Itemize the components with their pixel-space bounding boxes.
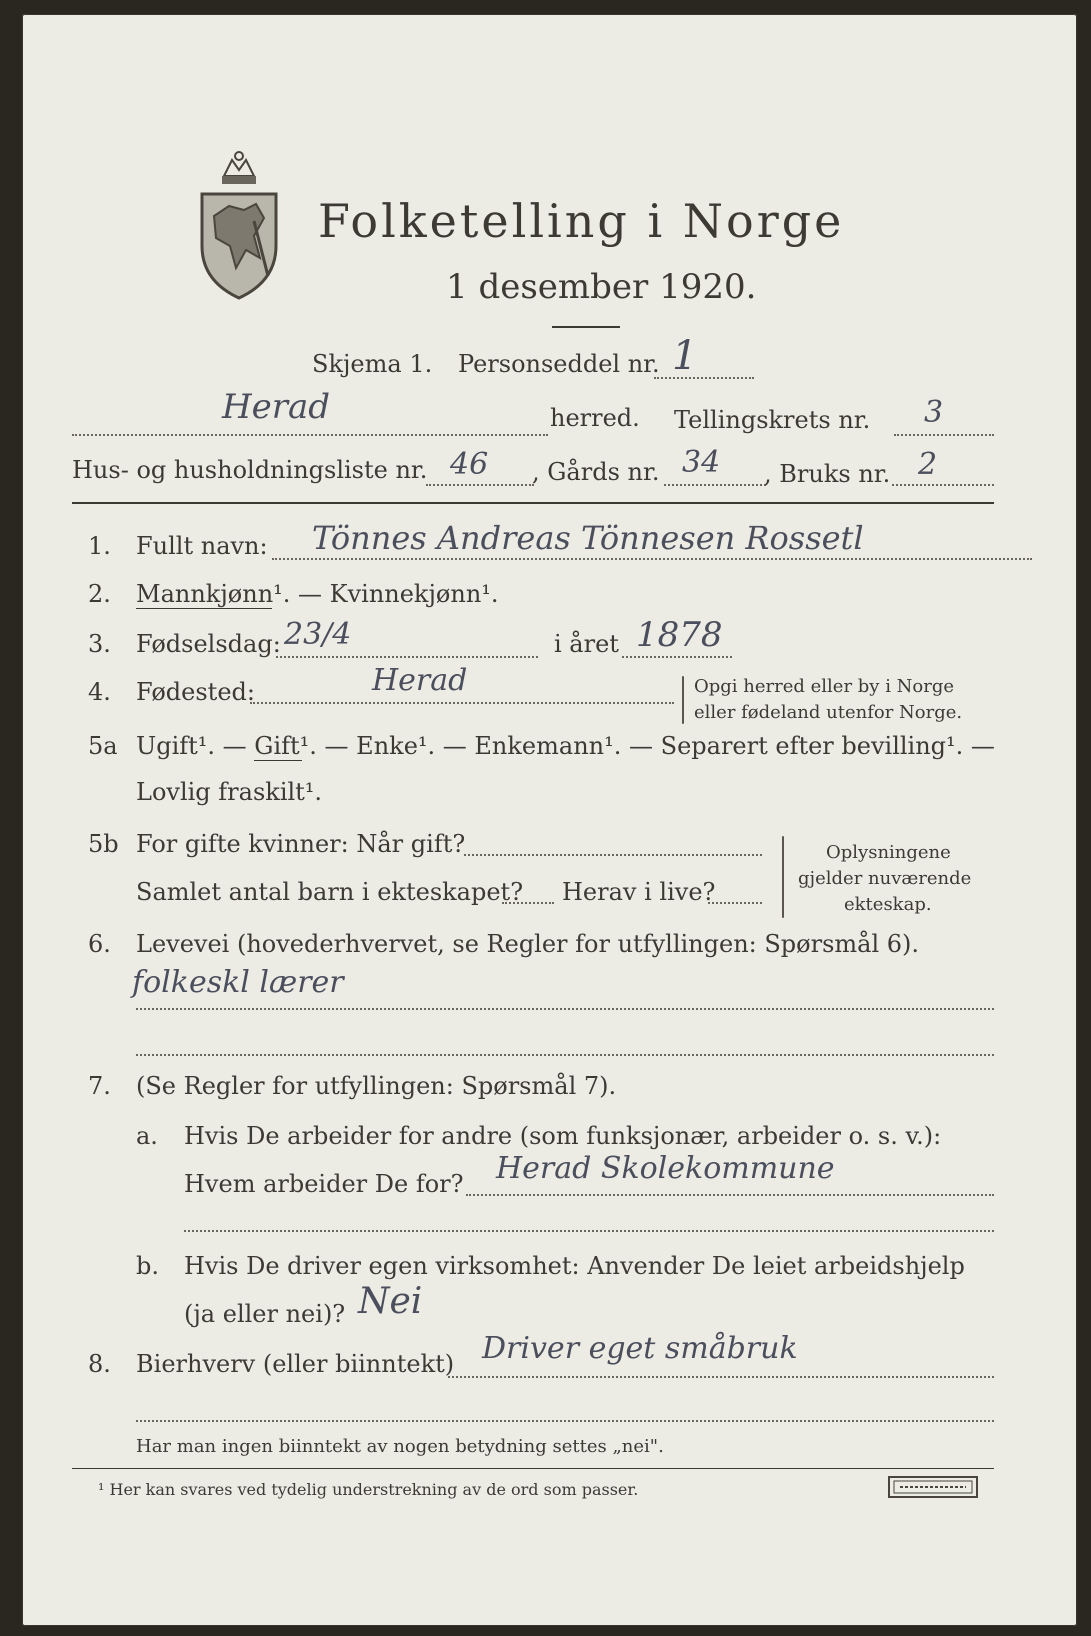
q3-label: Fødselsdag: [136,630,281,658]
title-divider [552,326,620,328]
q4-line [250,702,674,704]
q2-label: Mannkjønn¹. — Kvinnekjønn¹. [136,580,499,608]
bruks-label: , Bruks nr. [764,460,891,488]
personseddel-value: 1 [672,333,698,379]
tellingskrets-line [894,434,994,436]
q6-line1 [136,1008,994,1010]
q7a-label-employer: Hvem arbeider De for? [184,1170,464,1198]
schema-label: Skjema 1. [312,350,433,378]
q7b-label-yesno: (ja eller nei)? [184,1300,346,1328]
q5b-number: 5b [88,830,119,858]
q3-year-value: 1878 [636,615,723,655]
q3-year-line [622,656,732,658]
q7-label: (Se Regler for utfyllingen: Spørsmål 7). [136,1072,617,1100]
q6-line2 [136,1054,994,1056]
gards-line [664,484,766,486]
tellingskrets-value: 3 [924,395,944,430]
biinntekt-note: Har man ingen biinntekt av nogen betydning settes „nei". [136,1436,664,1457]
husliste-label: Hus- og husholdningsliste nr. [72,456,428,484]
q4-note-line2: eller fødeland utenfor Norge. [694,702,963,723]
q7a-value: Herad Skolekommune [496,1151,835,1186]
form-title: Folketelling i Norge [318,194,845,248]
q4-note-brace [682,676,684,724]
q5b-children-line [502,902,554,904]
census-form [22,14,1077,1626]
q1-line [272,558,1032,560]
q5b-note-line1: Oplysningene [826,842,951,863]
census-date: 1 desember 1920. [446,267,757,307]
q3-year-label: i året [554,630,619,658]
husliste-line [426,484,534,486]
q5a-label-line2: Lovlig fraskilt¹. [136,778,323,806]
q8-label: Bierhverv (eller biinntekt) [136,1350,455,1378]
herred-label: herred. [550,404,640,432]
q7-number: 7. [88,1072,111,1100]
q3-day-line [276,656,538,658]
gards-value: 34 [682,445,721,480]
q1-number: 1. [88,532,111,560]
husliste-value: 46 [450,447,489,482]
herred-line [72,434,548,436]
q1-value: Tönnes Andreas Tönnesen Rossetl [312,519,864,557]
q5b-label: For gifte kvinner: Når gift? [136,830,466,858]
q5b-line1 [464,854,762,856]
q4-value: Herad [372,663,468,698]
q4-label: Fødested: [136,678,255,706]
q5a-label: Ugift¹. — Gift¹. — Enke¹. — Enkemann¹. — Separert efter bevilling¹. — [136,732,995,760]
herred-value: Herad [222,387,331,427]
tellingskrets-label: Tellingskrets nr. [674,406,871,434]
q5b-note-line3: ekteskap. [844,894,932,915]
q8-line2 [136,1420,994,1422]
q3-number: 3. [88,630,111,658]
header-divider [72,502,994,504]
bruks-value: 2 [918,447,938,482]
q5b-note-line2: gjelder nuværende [798,868,972,889]
q2-number: 2. [88,580,111,608]
q5b-label-alive: Herav i live? [562,878,716,906]
q5b-note-brace [782,836,784,918]
q7a-line2 [184,1230,994,1232]
q8-number: 8. [88,1350,111,1378]
q5b-alive-line [708,902,762,904]
q5a-number: 5a [88,732,118,760]
q8-line1 [448,1376,994,1378]
q7a-label: Hvis De arbeider for andre (som funksjonær, arbeider o. s. v.): [184,1122,942,1150]
q7a-number: a. [136,1122,158,1150]
footer-divider [72,1468,994,1469]
q6-value: folkeskl lærer [132,965,344,1000]
q7b-value: Nei [358,1281,423,1322]
q4-number: 4. [88,678,111,706]
q5a-gift-underline [254,760,302,761]
q7b-label: Hvis De driver egen virksomhet: Anvender De leiet arbeidshjelp [184,1252,965,1280]
printer-stamp [888,1476,978,1498]
q6-label: Levevei (hovederhvervet, se Regler for utfyllingen: Spørsmål 6). [136,930,920,958]
q2-underline [136,608,272,609]
q5b-label-children: Samlet antal barn i ekteskapet? [136,878,524,906]
q6-number: 6. [88,930,111,958]
q8-value: Driver eget småbruk [482,1331,798,1366]
gards-label: , Gårds nr. [532,458,660,486]
personseddel-line [654,377,754,379]
footnote: ¹ Her kan svares ved tydelig understrekning av de ord som passer. [98,1480,639,1499]
bruks-line [892,484,994,486]
q3-day-value: 23/4 [284,617,352,652]
q4-note-line1: Opgi herred eller by i Norge [694,676,955,697]
q1-label: Fullt navn: [136,532,268,560]
norway-coat-of-arms [194,146,284,306]
q7a-line1 [466,1194,994,1196]
personseddel-label: Personseddel nr. [458,350,660,378]
q7b-number: b. [136,1252,159,1280]
